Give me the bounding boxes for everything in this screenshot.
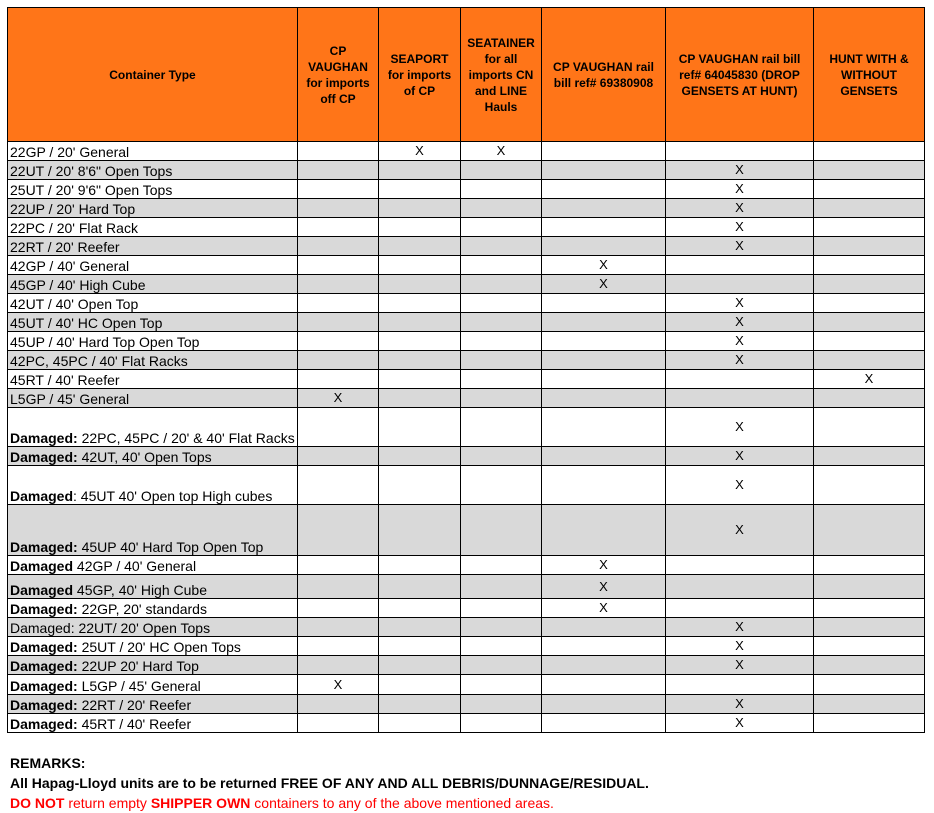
remarks-areas-text: containers to any of the above mentioned areas. [250,795,554,811]
container-type-cell [8,714,298,733]
container-type-cell [8,256,298,275]
mark-cell [379,332,461,351]
mark-cell [379,294,461,313]
mark-cell [298,618,379,637]
mark-cell [461,313,542,332]
mark-cell [666,275,814,294]
mark-cell [542,389,666,408]
damaged-prefix: Damaged [10,582,74,598]
container-type-text: 22UP 20' Hard Top [77,658,199,674]
container-type-cell [8,389,298,408]
mark-cell [298,142,379,161]
mark-cell [461,332,542,351]
remarks-shipper-own: SHIPPER OWN [150,795,251,811]
remarks-debris-note: All Hapag-Lloyd units are to be returned FREE OF ANY AND ALL DEBRIS/DUNNAGE/RESIDUAL. [10,775,649,791]
mark-cell: X [666,294,814,313]
mark-cell: X [666,695,814,714]
mark-cell [461,370,542,389]
container-type-text: 42GP / 40' General [73,558,197,574]
container-type-text: 22GP / 20' General [10,144,130,160]
mark-cell [814,695,925,714]
mark-cell [542,675,666,695]
mark-cell: X [298,389,379,408]
mark-cell [379,351,461,370]
table-row [8,275,925,294]
mark-cell: X [298,675,379,695]
damaged-prefix: Damaged: [10,430,78,446]
table-row [8,466,925,505]
table-row [8,575,925,599]
damaged-prefix: Damaged: [10,697,78,713]
mark-cell [461,656,542,675]
header-container-type: Container Type [8,8,298,142]
mark-cell [814,199,925,218]
mark-cell [379,695,461,714]
container-type-text: 45GP / 40' High Cube [10,277,146,293]
mark-cell: X [666,199,814,218]
container-type-cell [8,161,298,180]
container-type-text: 45UP 40' Hard Top Open Top [77,539,264,555]
mark-cell [461,180,542,199]
mark-cell [461,447,542,466]
mark-cell: X [666,313,814,332]
damaged-prefix: Damaged: [10,678,78,694]
mark-cell [298,370,379,389]
container-type-text: 42GP / 40' General [10,258,130,274]
mark-cell [461,218,542,237]
mark-cell [814,256,925,275]
container-type-text: 22GP, 20' standards [77,601,207,617]
mark-cell [461,199,542,218]
mark-cell [542,180,666,199]
mark-cell [461,408,542,447]
mark-cell [461,505,542,556]
container-type-cell [8,656,298,675]
mark-cell [542,218,666,237]
table-row [8,656,925,675]
mark-cell [379,575,461,599]
header-seatainer: SEATAINER for all imports CN and LINE Hauls [461,8,542,142]
table-row [8,408,925,447]
header-row [8,8,925,142]
remarks-return-empty: return empty [64,795,151,811]
container-type-cell [8,466,298,505]
mark-cell [379,466,461,505]
table-row [8,389,925,408]
mark-cell [814,237,925,256]
mark-cell [814,447,925,466]
mark-cell [666,370,814,389]
mark-cell [379,656,461,675]
container-type-text: 22RT / 20' Reefer [77,697,192,713]
mark-cell [298,695,379,714]
mark-cell [542,142,666,161]
mark-cell [298,447,379,466]
container-type-text: 45RT / 40' Reefer [77,716,192,732]
table-row [8,313,925,332]
damaged-prefix: Damaged: [10,601,78,617]
table-row [8,199,925,218]
mark-cell [814,218,925,237]
mark-cell: X [666,180,814,199]
mark-cell [379,714,461,733]
mark-cell: X [542,256,666,275]
mark-cell [298,637,379,656]
mark-cell [298,575,379,599]
mark-cell: X [666,351,814,370]
mark-cell [379,256,461,275]
mark-cell [298,656,379,675]
mark-cell [461,575,542,599]
mark-cell [298,275,379,294]
mark-cell: X [666,237,814,256]
mark-cell [379,199,461,218]
mark-cell [542,294,666,313]
table-row [8,675,925,695]
mark-cell [379,556,461,575]
container-type-text: L5GP / 45' General [77,678,201,694]
mark-cell [814,575,925,599]
mark-cell [814,408,925,447]
table-row [8,714,925,733]
container-type-text: 42PC, 45PC / 40' Flat Racks [10,353,188,369]
mark-cell: X [461,142,542,161]
mark-cell: X [666,408,814,447]
damaged-prefix: Damaged: [10,639,78,655]
table-row [8,370,925,389]
mark-cell [542,695,666,714]
remarks-title: REMARKS: [10,755,86,771]
container-type-cell [8,294,298,313]
table-row [8,556,925,575]
container-type-cell [8,556,298,575]
header-seaport: SEAPORT for imports of CP [379,8,461,142]
mark-cell: X [379,142,461,161]
mark-cell [298,505,379,556]
mark-cell [814,142,925,161]
mark-cell [379,389,461,408]
container-type-text: 45UT / 40' HC Open Top [10,315,163,331]
header-hunt-gensets: HUNT WITH & WITHOUT GENSETS [814,8,925,142]
mark-cell: X [542,275,666,294]
container-type-text: Damaged: 22UT/ 20' Open Tops [10,620,211,636]
mark-cell [379,313,461,332]
mark-cell: X [666,618,814,637]
damaged-prefix: Damaged: [10,658,78,674]
mark-cell [379,675,461,695]
mark-cell [298,332,379,351]
mark-cell: X [666,637,814,656]
mark-cell [298,556,379,575]
mark-cell [814,389,925,408]
mark-cell [461,161,542,180]
mark-cell [379,505,461,556]
mark-cell [814,294,925,313]
mark-cell [666,556,814,575]
mark-cell [379,370,461,389]
mark-cell [461,294,542,313]
mark-cell [379,637,461,656]
damaged-prefix: Damaged [10,558,74,574]
mark-cell: X [666,447,814,466]
mark-cell [461,351,542,370]
mark-cell [542,237,666,256]
mark-cell [379,447,461,466]
container-type-cell [8,675,298,695]
mark-cell [461,556,542,575]
mark-cell [298,199,379,218]
container-type-text: 22PC, 45PC / 20' & 40' Flat Racks [77,430,295,446]
table-row [8,256,925,275]
mark-cell: X [814,370,925,389]
mark-cell [814,505,925,556]
remarks-section [10,753,920,813]
mark-cell [461,637,542,656]
mark-cell [814,313,925,332]
table-row [8,637,925,656]
container-type-cell [8,695,298,714]
mark-cell [379,599,461,618]
damaged-prefix: Damaged: [10,449,78,465]
container-type-cell [8,142,298,161]
remarks-do-not: DO NOT [10,795,65,811]
container-type-text: : 45UT 40' Open top High cubes [73,488,273,504]
mark-cell [814,599,925,618]
mark-cell [298,351,379,370]
mark-cell [814,161,925,180]
table-row [8,218,925,237]
mark-cell [379,618,461,637]
container-type-text: 45RT / 40' Reefer [10,372,120,388]
header-cp-vaughan-64045830: CP VAUGHAN rail bill ref# 64045830 (DROP GENSETS AT HUNT) [666,8,814,142]
container-type-cell [8,599,298,618]
container-type-cell [8,618,298,637]
mark-cell [814,656,925,675]
mark-cell [461,256,542,275]
mark-cell [298,237,379,256]
table-row [8,695,925,714]
mark-cell [542,370,666,389]
mark-cell [814,675,925,695]
damaged-prefix: Damaged: [10,539,78,555]
mark-cell [379,180,461,199]
container-type-cell [8,218,298,237]
mark-cell [298,714,379,733]
mark-cell [542,199,666,218]
mark-cell [666,389,814,408]
mark-cell [542,637,666,656]
mark-cell [461,714,542,733]
mark-cell [542,351,666,370]
mark-cell [666,575,814,599]
table-row [8,180,925,199]
mark-cell [542,656,666,675]
mark-cell: X [666,218,814,237]
container-type-cell [8,370,298,389]
mark-cell [298,408,379,447]
mark-cell [461,237,542,256]
mark-cell [814,618,925,637]
mark-cell: X [666,656,814,675]
container-type-text: 45UP / 40' Hard Top Open Top [10,334,200,350]
mark-cell [461,466,542,505]
container-type-text: 45GP, 40' High Cube [73,582,207,598]
mark-cell [814,180,925,199]
table-row [8,351,925,370]
mark-cell: X [666,505,814,556]
mark-cell: X [542,575,666,599]
mark-cell [298,313,379,332]
container-type-text: 25UT / 20' 9'6" Open Tops [10,182,173,198]
container-type-cell [8,237,298,256]
mark-cell [298,218,379,237]
mark-cell [542,714,666,733]
container-type-cell [8,408,298,447]
container-type-cell [8,505,298,556]
container-type-text: 22UP / 20' Hard Top [10,201,136,217]
container-type-cell [8,637,298,656]
table-row [8,161,925,180]
mark-cell [814,556,925,575]
header-cp-vaughan-imports: CP VAUGHAN for imports off CP [298,8,379,142]
mark-cell [379,408,461,447]
mark-cell [814,351,925,370]
mark-cell [814,275,925,294]
container-type-cell [8,332,298,351]
mark-cell [666,675,814,695]
mark-cell [298,161,379,180]
table-row [8,447,925,466]
mark-cell [814,332,925,351]
mark-cell [298,180,379,199]
mark-cell: X [666,161,814,180]
container-type-text: 25UT / 20' HC Open Tops [77,639,241,655]
container-type-text: 22UT / 20' 8'6" Open Tops [10,163,173,179]
table-row [8,332,925,351]
remarks-shipper-own-warning [10,793,920,813]
mark-cell: X [666,714,814,733]
container-type-cell [8,313,298,332]
mark-cell: X [542,599,666,618]
mark-cell [814,466,925,505]
damaged-prefix: Damaged [10,488,74,504]
container-type-cell [8,351,298,370]
container-type-cell [8,275,298,294]
container-type-text: L5GP / 45' General [10,391,130,407]
mark-cell [814,637,925,656]
mark-cell [666,599,814,618]
mark-cell [542,408,666,447]
mark-cell [461,675,542,695]
mark-cell [814,714,925,733]
mark-cell [379,275,461,294]
mark-cell [542,618,666,637]
container-return-table [7,7,925,733]
container-type-cell [8,447,298,466]
mark-cell [542,466,666,505]
table-row [8,294,925,313]
mark-cell [542,313,666,332]
mark-cell [298,294,379,313]
table-row [8,599,925,618]
mark-cell [379,218,461,237]
mark-cell [461,695,542,714]
mark-cell [461,389,542,408]
mark-cell: X [666,332,814,351]
mark-cell [542,447,666,466]
mark-cell [666,142,814,161]
mark-cell [298,466,379,505]
container-type-text: 22RT / 20' Reefer [10,239,120,255]
mark-cell [666,256,814,275]
mark-cell [298,599,379,618]
container-type-text: 22PC / 20' Flat Rack [10,220,138,236]
damaged-prefix: Damaged: [10,716,78,732]
header-cp-vaughan-69380908: CP VAUGHAN rail bill ref# 69380908 [542,8,666,142]
container-type-text: 42UT / 40' Open Top [10,296,139,312]
mark-cell [542,332,666,351]
table-row [8,142,925,161]
mark-cell: X [666,466,814,505]
table-row [8,237,925,256]
mark-cell [298,256,379,275]
mark-cell [542,161,666,180]
mark-cell [461,618,542,637]
container-type-cell [8,575,298,599]
container-type-text: 42UT, 40' Open Tops [77,449,212,465]
mark-cell [379,161,461,180]
mark-cell [379,237,461,256]
table-row [8,618,925,637]
mark-cell: X [542,556,666,575]
mark-cell [461,599,542,618]
mark-cell [461,275,542,294]
container-type-cell [8,180,298,199]
table-row [8,505,925,556]
container-type-cell [8,199,298,218]
mark-cell [542,505,666,556]
